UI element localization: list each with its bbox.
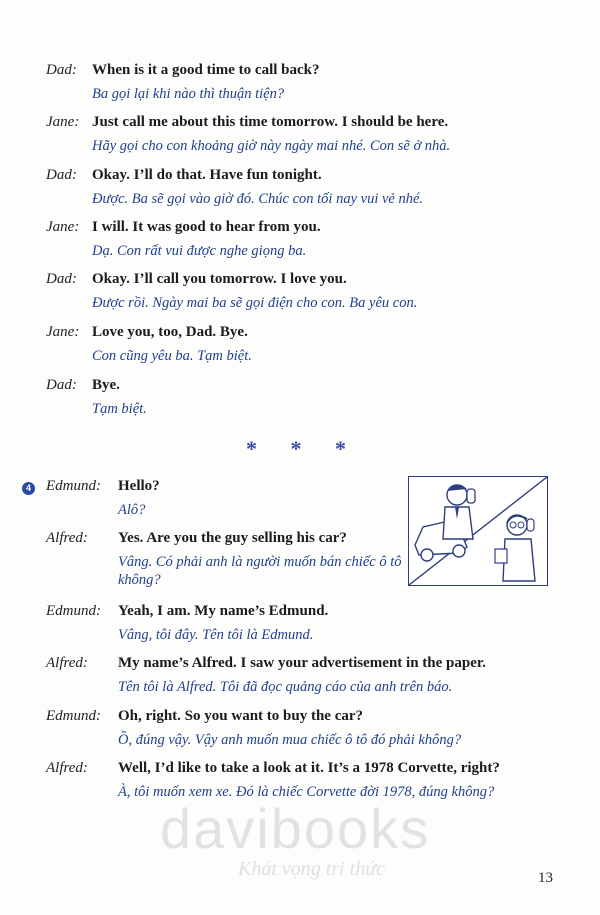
speaker-label: Edmund: <box>46 603 101 619</box>
section-separator: * * * <box>246 436 360 461</box>
english-text: Just call me about this time tomorrow. I should be here. <box>92 114 449 130</box>
vietnamese-text: Vâng, tôi đây. Tên tôi là Edmund. <box>118 627 314 643</box>
english-text: Oh, right. So you want to buy the car? <box>118 708 364 724</box>
watermark-logo: davibooks <box>160 797 431 860</box>
phone-call-drawing <box>409 477 547 585</box>
speaker-label: Jane: <box>46 114 80 130</box>
page-number: 13 <box>538 870 553 886</box>
english-text: When is it a good time to call back? <box>92 62 320 78</box>
vietnamese-text: Được. Ba sẽ gọi vào giờ đó. Chúc con tối nay vui vẻ nhé. <box>92 191 424 207</box>
speaker-label: Dad: <box>46 271 77 287</box>
speaker-label: Alfred: <box>46 760 88 776</box>
speaker-label: Jane: <box>46 324 80 340</box>
vietnamese-text: À, tôi muốn xem xe. Đó là chiếc Corvette đời 1978, đúng không? <box>118 784 495 800</box>
vietnamese-text: Ba gọi lại khi nào thì thuận tiện? <box>92 86 285 102</box>
english-text: Love you, too, Dad. Bye. <box>92 324 248 340</box>
speaker-label: Edmund: <box>46 708 101 724</box>
vietnamese-text: Ồ, đúng vậy. Vậy anh muốn mua chiếc ô tô đó phải không? <box>118 732 462 748</box>
vietnamese-text: Tên tôi là Alfred. Tôi đã đọc quảng cáo của anh trên báo. <box>118 679 453 695</box>
vietnamese-text: Alô? <box>118 502 146 518</box>
english-text: Okay. I’ll do that. Have fun tonight. <box>92 167 322 183</box>
section-number-badge: 4 <box>22 482 35 495</box>
english-text: My name’s Alfred. I saw your advertisement in the paper. <box>118 655 486 671</box>
speaker-label: Alfred: <box>46 655 88 671</box>
speaker-label: Alfred: <box>46 530 88 546</box>
vietnamese-text-continued: không? <box>118 572 161 588</box>
english-text: Okay. I’ll call you tomorrow. I love you. <box>92 271 347 287</box>
vietnamese-text: Được rồi. Ngày mai ba sẽ gọi điện cho con. Ba yêu con. <box>92 295 418 311</box>
vietnamese-text: Dạ. Con rất vui được nghe giọng ba. <box>92 243 307 259</box>
english-text: Yeah, I am. My name’s Edmund. <box>118 603 329 619</box>
english-text: Well, I’d like to take a look at it. It’s a 1978 Corvette, right? <box>118 760 500 776</box>
phone-call-illustration <box>408 476 548 586</box>
vietnamese-text: Vâng. Có phải anh là người muốn bán chiếc ô tô <box>118 554 402 570</box>
english-text: Hello? <box>118 478 160 494</box>
vietnamese-text: Tạm biệt. <box>92 401 147 417</box>
speaker-label: Edmund: <box>46 478 101 494</box>
watermark-tagline: Khát vọng tri thức <box>238 858 386 880</box>
english-text: I will. It was good to hear from you. <box>92 219 321 235</box>
vietnamese-text: Con cũng yêu ba. Tạm biệt. <box>92 348 252 364</box>
vietnamese-text: Hãy gọi cho con khoảng giờ này ngày mai nhé. Con sẽ ở nhà. <box>92 138 451 154</box>
english-text: Bye. <box>92 377 120 393</box>
speaker-label: Dad: <box>46 377 77 393</box>
speaker-label: Dad: <box>46 62 77 78</box>
speaker-label: Dad: <box>46 167 77 183</box>
speaker-label: Jane: <box>46 219 80 235</box>
english-text: Yes. Are you the guy selling his car? <box>118 530 347 546</box>
